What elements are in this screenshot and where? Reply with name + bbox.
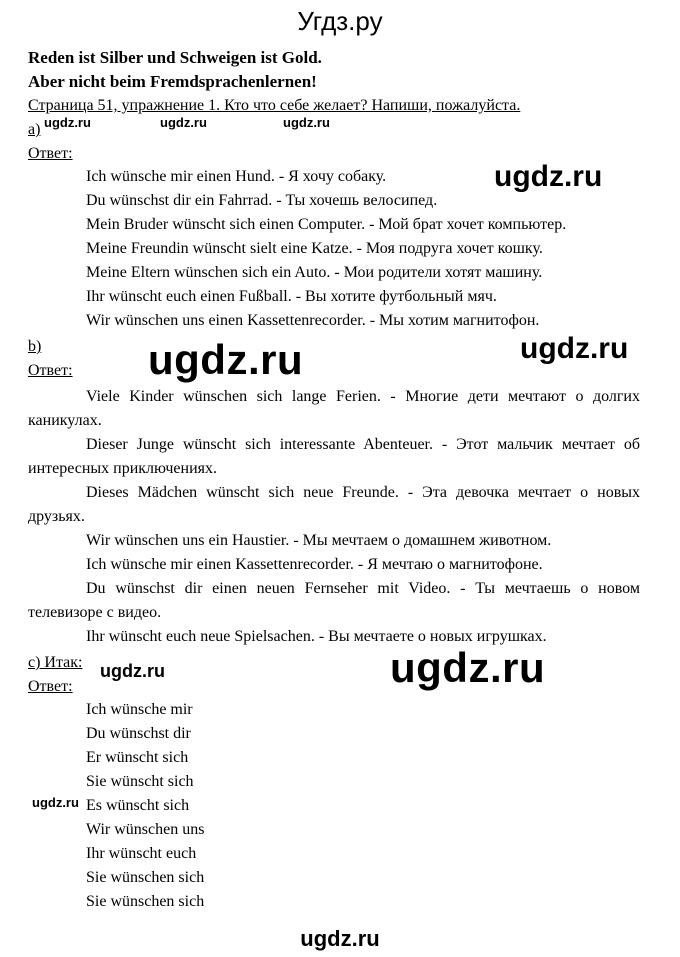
- answer-line: Ihr wünscht euch einen Fußball. - Вы хотите футбольный мяч.: [86, 288, 497, 305]
- answer-paragraph: Ich wünsche mir einen Kassettenrecorder. - Я мечтаю о магнитофоне.: [86, 556, 543, 573]
- answer-line: Meine Eltern wünschen sich ein Auto. - Мои родители хотят машину.: [86, 264, 543, 281]
- answer-paragraph: Dieser Junge wünscht sich interessante Abenteuer. - Этот мальчик мечтает об интересных приключениях.: [28, 436, 640, 477]
- answer-paragraph: Viele Kinder wünschen sich lange Ferien. - Многие дети мечтают о долгих каникулах.: [28, 388, 640, 429]
- section-c-label: c) Итак:: [28, 654, 83, 671]
- answer-line: Mein Bruder wünscht sich einen Computer. - Мой брат хочет компьютер.: [86, 216, 567, 233]
- conjugation-line: Sie wünschen sich: [86, 869, 205, 886]
- watermark: ugdz.ru: [494, 160, 603, 193]
- conjugation-line: Wir wünschen uns: [86, 821, 205, 838]
- conjugation-line: Du wünschst dir: [86, 725, 191, 742]
- section-a-label: a): [28, 121, 41, 138]
- watermark: ugdz.ru: [283, 115, 330, 130]
- watermark: ugdz.ru: [148, 336, 304, 383]
- watermark: ugdz.ru: [160, 115, 207, 130]
- conjugation-line: Es wünscht sich: [86, 797, 190, 814]
- answer-paragraph: Dieses Mädchen wünscht sich neue Freunde. - Эта девочка мечтает о новых друзьях.: [28, 484, 640, 525]
- answer-line: Wir wünschen uns einen Kassettenrecorder. - Мы хотим магнитофон.: [86, 312, 540, 329]
- site-title: Угдз.ру: [297, 6, 383, 36]
- task-title: Страница 51, упражнение 1. Кто что себе желает? Напиши, пожалуйста.: [28, 97, 521, 114]
- conjugation-line: Sie wünscht sich: [86, 773, 194, 790]
- conjugation-line: Er wünscht sich: [86, 749, 189, 766]
- section-b-label: b): [28, 338, 42, 355]
- conjugation-line: Ich wünsche mir: [86, 701, 193, 718]
- heading-line-2: Aber nicht beim Fremdsprachenlernen!: [28, 72, 317, 91]
- watermark: ugdz.ru: [100, 661, 165, 681]
- answer-paragraph: Du wünschst dir einen neuen Fernseher mit Video. - Ты мечтаешь о новом телевизоре с видео.: [28, 580, 640, 621]
- watermark: ugdz.ru: [520, 332, 629, 365]
- section-b-answer-label: Ответ:: [28, 362, 73, 379]
- section-c-answer-label: Ответ:: [28, 678, 73, 695]
- heading-line-1: Reden ist Silber und Schweigen ist Gold.: [28, 48, 322, 67]
- conjugation-line: Sie wünschen sich: [86, 893, 205, 910]
- answer-paragraph: Ihr wünscht euch neue Spielsachen. - Вы мечтаете о новых игрушках.: [86, 628, 547, 645]
- watermark: ugdz.ru: [390, 644, 546, 691]
- conjugation-line: Ihr wünscht euch: [86, 845, 197, 862]
- answer-line: Meine Freundin wünscht sielt eine Katze. - Моя подруга хочет кошку.: [86, 240, 543, 257]
- answer-line: Du wünschst dir ein Fahrrad. - Ты хочешь велосипед.: [86, 192, 438, 209]
- answer-paragraph: Wir wünschen uns ein Haustier. - Мы мечтаем о домашнем животном.: [86, 532, 552, 549]
- footer-watermark: ugdz.ru: [300, 926, 380, 951]
- watermark: ugdz.ru: [32, 795, 79, 810]
- watermark: ugdz.ru: [44, 115, 91, 130]
- answer-line: Ich wünsche mir einen Hund. - Я хочу собаку.: [86, 168, 387, 185]
- section-a-answer-label: Ответ:: [28, 145, 73, 162]
